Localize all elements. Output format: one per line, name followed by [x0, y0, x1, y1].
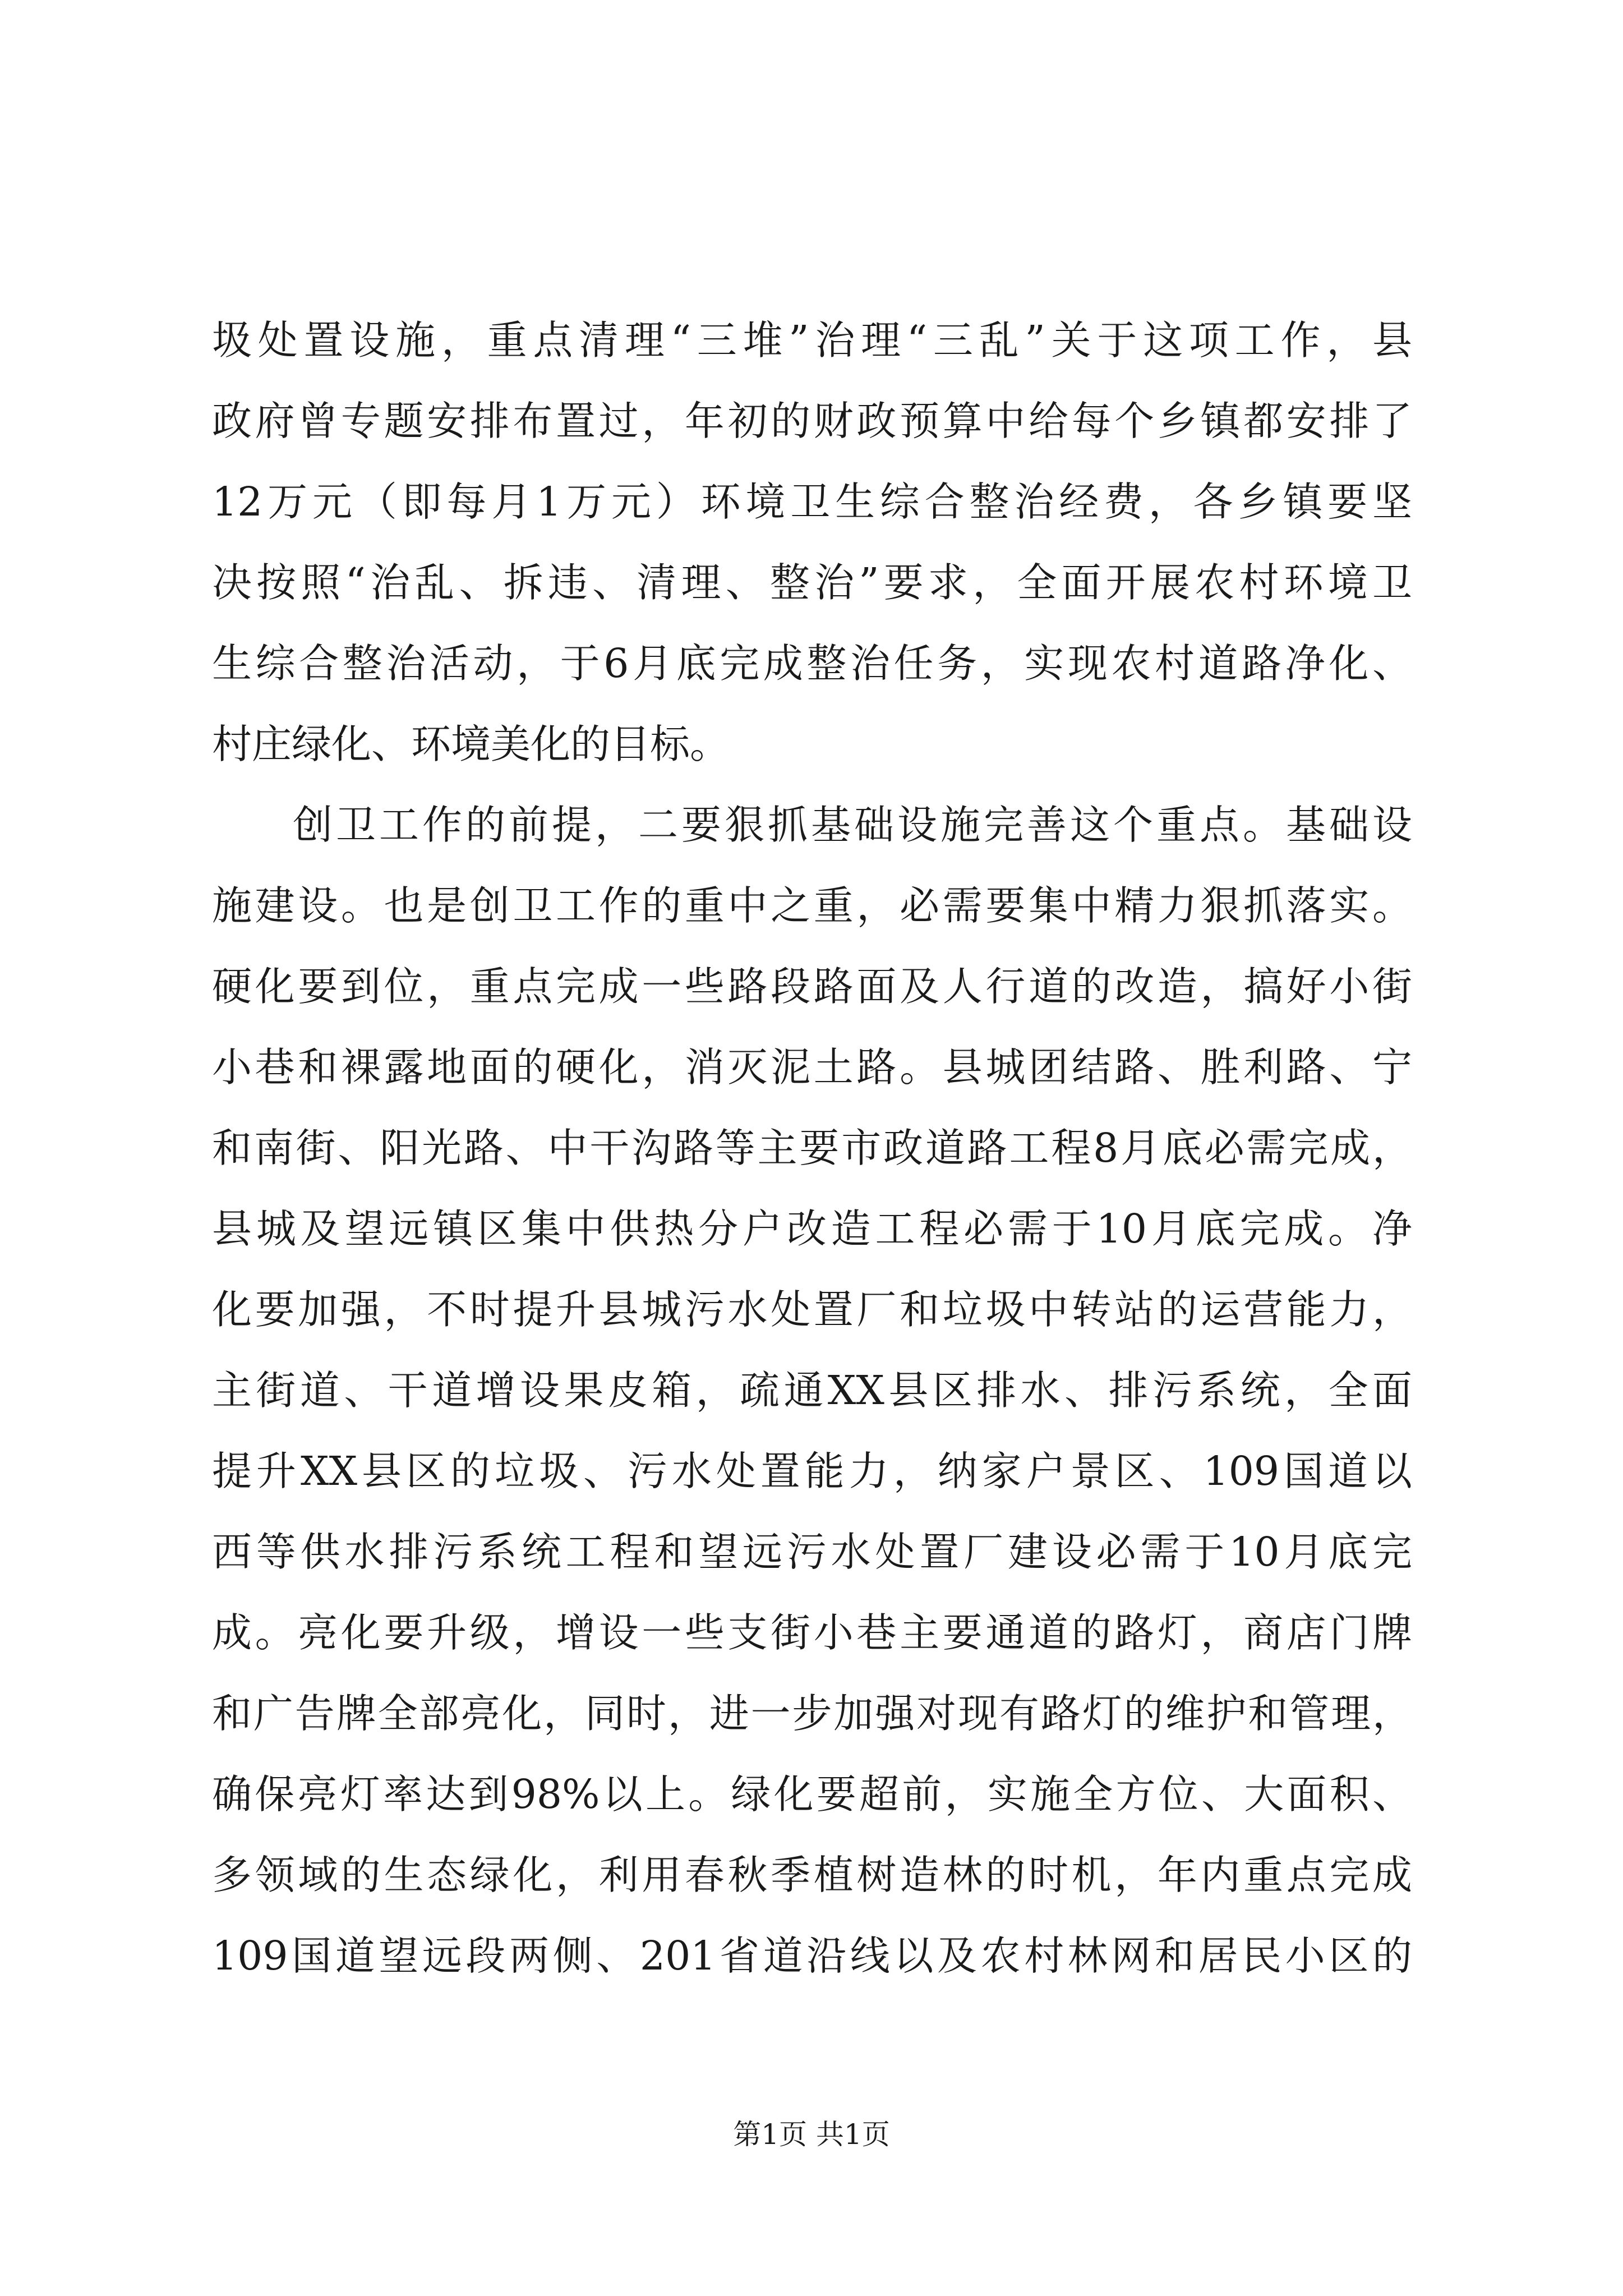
text-line: 109国道望远段两侧、201省道沿线以及农村林网和居民小区的: [212, 1932, 1412, 1979]
text-line: 县城及望远镇区集中供热分户改造工程必需于10月底完成。净: [212, 1205, 1412, 1252]
text-line: 政府曾专题安排布置过，年初的财政预算中给每个乡镇都安排了: [212, 398, 1412, 444]
page-number: 第1页 共1页: [733, 2118, 890, 2151]
text-line: 施建设。也是创卫工作的重中之重，必需要集中精力狠抓落实。: [212, 882, 1412, 929]
text-line: 圾处置设施，重点清理“三堆”治理“三乱”关于这项工作，县: [212, 317, 1412, 364]
page-footer: [0, 2118, 1623, 2151]
text-line: 确保亮灯率达到98%以上。绿化要超前，实施全方位、大面积、: [212, 1771, 1412, 1818]
text-line: 硬化要到位，重点完成一些路段路面及人行道的改造，搞好小街: [212, 963, 1412, 1010]
text-line: 12万元（即每月1万元）环境卫生综合整治经费，各乡镇要坚: [212, 478, 1412, 525]
body-text: [212, 300, 1412, 1996]
text-line: 村庄绿化、环境美化的目标。: [212, 721, 730, 767]
text-line: 化要加强，不时提升县城污水处置厂和垃圾中转站的运营能力，: [212, 1286, 1412, 1333]
text-line: 和南街、阳光路、中干沟路等主要市政道路工程8月底必需完成，: [212, 1125, 1412, 1171]
text-line: 创卫工作的前提，二要狠抓基础设施完善这个重点。基础设: [293, 802, 1412, 848]
text-line: 多领域的生态绿化，利用春秋季植树造林的时机，年内重点完成: [212, 1852, 1412, 1898]
text-line: 主街道、干道增设果皮箱，疏通XX县区排水、排污系统，全面: [212, 1367, 1412, 1414]
text-line: 决按照“治乱、拆违、清理、整治”要求，全面开展农村环境卫: [212, 559, 1412, 606]
text-line: 西等供水排污系统工程和望远污水处置厂建设必需于10月底完: [212, 1529, 1412, 1575]
text-line: 成。亮化要升级，增设一些支街小巷主要通道的路灯，商店门牌: [212, 1609, 1412, 1656]
text-line: 小巷和裸露地面的硬化，消灭泥土路。县城团结路、胜利路、宁: [212, 1044, 1412, 1091]
text-line: 和广告牌全部亮化，同时，进一步加强对现有路灯的维护和管理，: [212, 1690, 1412, 1737]
text-line: 提升XX县区的垃圾、污水处置能力，纳家户景区、109国道以: [212, 1448, 1412, 1494]
text-line: 生综合整治活动，于6月底完成整治任务，实现农村道路净化、: [212, 640, 1412, 687]
